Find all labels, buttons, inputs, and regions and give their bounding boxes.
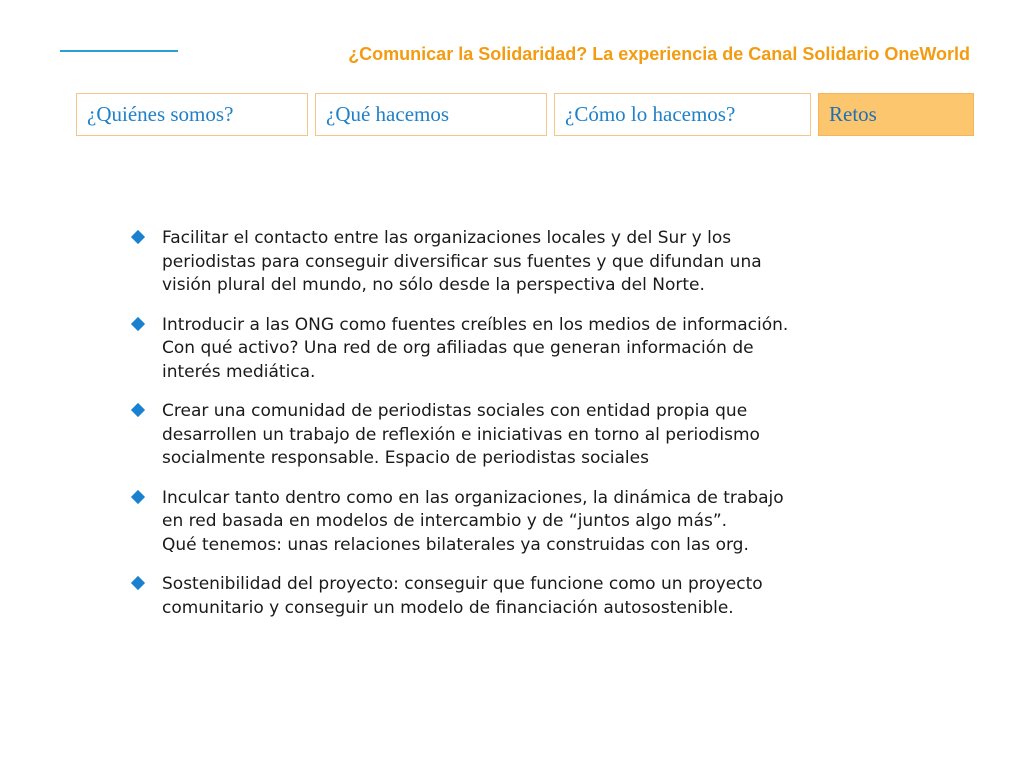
list-item [130, 314, 930, 385]
title-rule-divider [60, 50, 178, 52]
list-item [130, 400, 930, 471]
diamond-bullet-icon [131, 316, 145, 330]
bullet-text: Crear una comunidad de periodistas sociales con entidad propia que desarrollen un trabajo de reflexión e iniciativas en torno al periodismo socialmente responsable. Espacio de periodistas sociales [162, 401, 760, 468]
bullet-text: Inculcar tanto dentro como en las organizaciones, la dinámica de trabajo en red basada en modelos de intercambio y de “juntos algo más”. Qué tenemos: unas relaciones bilaterales ya construidas con las org. [162, 487, 784, 555]
list-item [130, 573, 930, 620]
diamond-bullet-icon [131, 576, 145, 590]
tab-como-lo-hacemos[interactable]: ¿Cómo lo hacemos? [554, 93, 811, 136]
diamond-bullet-icon [131, 489, 145, 503]
slide-title: ¿Comunicar la Solidaridad? La experiencia de Canal Solidario OneWorld [348, 44, 970, 64]
bullet-text: Sostenibilidad del proyecto: conseguir que funcione como un proyecto comunitario y conseguir un modelo de financiación autosostenible. [162, 574, 763, 618]
bullet-list [130, 227, 930, 636]
list-item [130, 487, 930, 558]
bullet-text: Facilitar el contacto entre las organizaciones locales y del Sur y los periodistas para conseguir diversificar sus fuentes y que difundan una visión plural del mundo, no sólo desde la perspectiva del Norte. [162, 228, 762, 295]
bullet-text: Introducir a las ONG como fuentes creíbles en los medios de información. Con qué activo? Una red de org afiliadas que generan información de interés mediática. [162, 314, 789, 382]
list-item [130, 227, 930, 298]
section-tabs [76, 93, 974, 136]
diamond-bullet-icon [131, 403, 145, 417]
tab-quienes-somos[interactable]: ¿Quiénes somos? [76, 93, 308, 136]
tab-retos[interactable]: Retos [818, 93, 974, 136]
tab-que-hacemos[interactable]: ¿Qué hacemos [315, 93, 547, 136]
diamond-bullet-icon [131, 230, 145, 244]
